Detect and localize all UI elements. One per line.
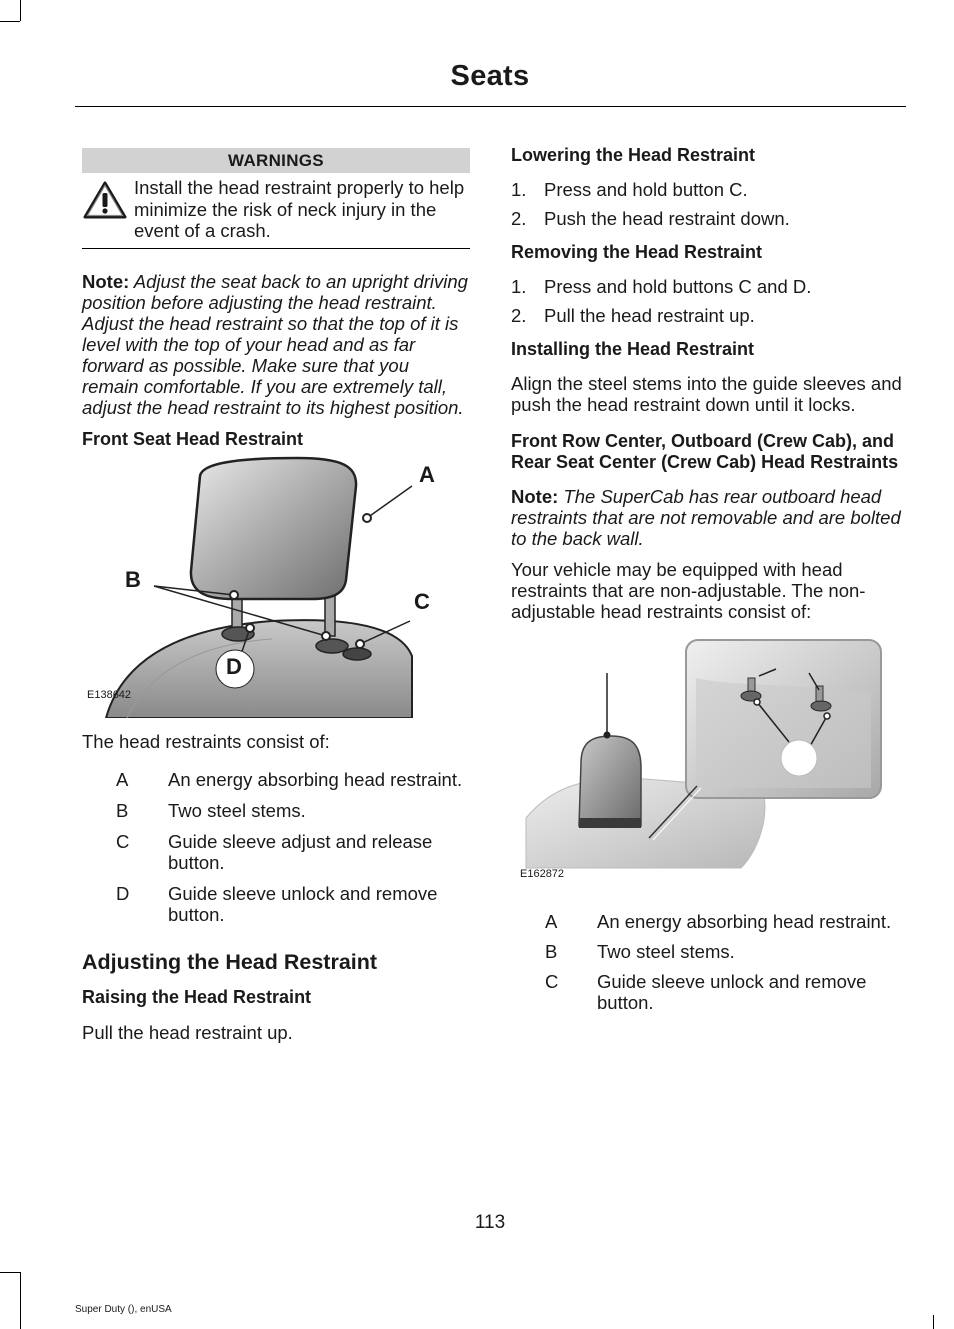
- front-seat-parts-list: [116, 769, 470, 925]
- installing-text: Align the steel stems into the guide sleeves and push the head restraint down until it locks.: [511, 373, 902, 415]
- callout-b: B: [125, 566, 141, 592]
- callout-c: C: [414, 588, 430, 614]
- list-item: B Two steel stems.: [545, 941, 735, 962]
- list-item: C Guide sleeve unlock and remove button.: [545, 971, 867, 1013]
- raising-text: Pull the head restraint up.: [82, 1021, 293, 1043]
- list-item: 2. Pull the head restraint up.: [511, 305, 755, 326]
- left-column: [82, 148, 470, 1043]
- note-text: The SuperCab has rear outboard head restraints that are not removable and are bolted to the back wall.: [511, 486, 901, 549]
- front-seat-figure: [82, 456, 470, 718]
- list-item: 1. Press and hold button C.: [511, 179, 748, 200]
- non-adjustable-figure: [511, 638, 903, 888]
- crop-mark: [20, 1272, 21, 1329]
- crop-mark: [20, 0, 21, 21]
- list-item: A An energy absorbing head restraint.: [545, 911, 892, 932]
- front-seat-heading: Front Seat Head Restraint: [82, 428, 304, 449]
- removing-steps: [511, 276, 903, 326]
- callout-a: A: [419, 461, 435, 487]
- list-item: 1. Press and hold buttons C and D.: [511, 276, 812, 297]
- lowering-heading: Lowering the Head Restraint: [511, 145, 756, 165]
- note-label: Note:: [82, 270, 130, 292]
- front-row-text: Your vehicle may be equipped with head restraints that are non-adjustable. The non-adjustable head restraints consist of:: [511, 559, 866, 622]
- figure-code: E162872: [520, 868, 565, 880]
- non-adjustable-head-restraint-illustration: [511, 638, 903, 888]
- callout-d: D: [226, 653, 242, 679]
- right-column: [511, 145, 903, 1023]
- crop-mark: [0, 1272, 20, 1273]
- title-divider: [75, 106, 906, 107]
- figure-code: E138642: [87, 688, 132, 701]
- removing-heading: Removing the Head Restraint: [511, 242, 763, 262]
- footer-text: Super Duty (), enUSA: [75, 1304, 172, 1315]
- list-item: 2. Push the head restraint down.: [511, 208, 790, 229]
- list-item: B Two steel stems.: [116, 799, 306, 821]
- warning-box: [82, 148, 470, 249]
- list-item: C Guide sleeve adjust and release button.: [116, 830, 433, 873]
- page-number: 113: [474, 1212, 506, 1233]
- crop-mark: [933, 1315, 934, 1329]
- warning-text: Install the head restraint properly to help minimize the risk of neck injury in the event of a crash.: [134, 177, 465, 241]
- front-seat-intro: The head restraints consist of:: [82, 730, 330, 752]
- installing-heading: Installing the Head Restraint: [511, 339, 755, 359]
- page-title: Seats: [450, 60, 530, 92]
- adjusting-heading: Adjusting the Head Restraint: [82, 949, 378, 974]
- note-supercab: [511, 486, 903, 549]
- warning-heading: WARNINGS: [82, 148, 470, 173]
- front-row-heading: Front Row Center, Outboard (Crew Cab), and Rear Seat Center (Crew Cab) Head Restraints: [511, 431, 899, 472]
- list-item: A An energy absorbing head restraint.: [116, 768, 463, 790]
- lowering-steps: [511, 179, 903, 229]
- note-seat-adjust: [82, 271, 470, 418]
- note-text: Adjust the seat back to an upright driving position before adjusting the head restraint. Adjust the head restraint so that the top of it is level with the top of your head and as far forward as possible. Make sure that you remain comfortable. If you are extremely tall, adjust the head restraint to its highest position.: [82, 270, 468, 418]
- note-label: Note:: [511, 486, 559, 507]
- crop-mark: [0, 21, 20, 22]
- raising-heading: Raising the Head Restraint: [82, 986, 312, 1007]
- list-item: D Guide sleeve unlock and remove button.: [116, 882, 438, 925]
- non-adjustable-parts-list: [545, 911, 903, 1013]
- warning-triangle-icon: [82, 177, 134, 242]
